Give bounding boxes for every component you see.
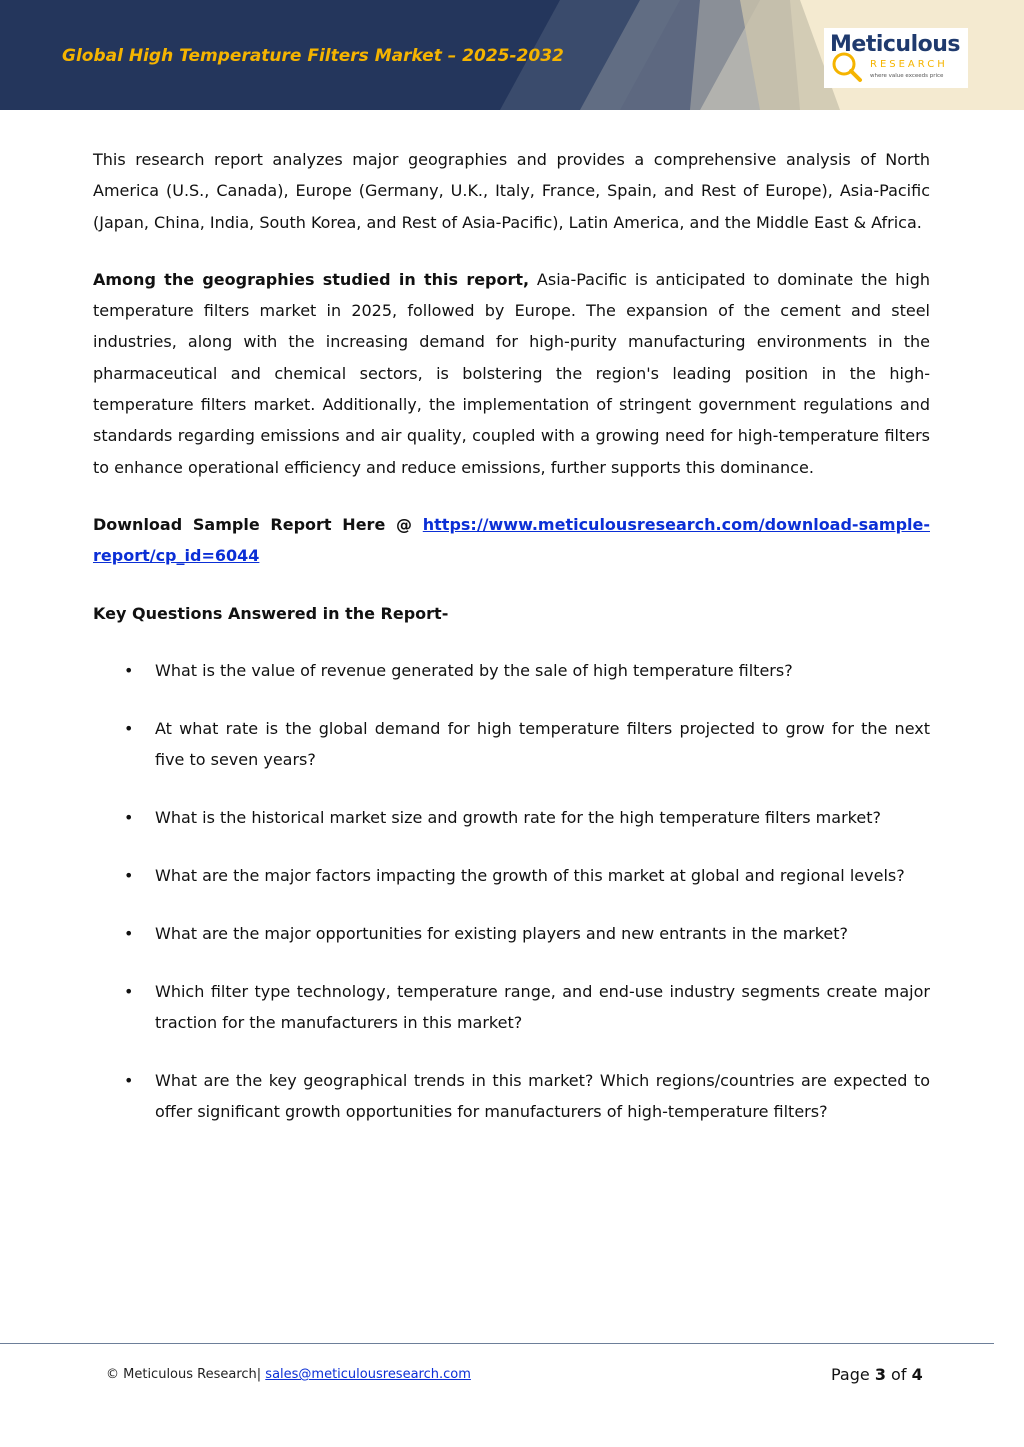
bullet-icon: • [124,660,134,680]
page-header [0,0,1024,110]
download-sample-line [93,509,930,572]
page-number: Page 3 of 4 [831,1365,923,1384]
list-item: • At what rate is the global demand for high temperature filters projected to grow for the next five to seven years? [93,713,930,776]
list-item: • What is the historical market size and growth rate for the high temperature filters market? [93,802,930,833]
list-item: • What are the key geographical trends in this market? Which regions/countries are expected to offer significant growth opportunities for manufacturers of high-temperature filters? [93,1065,930,1128]
paragraph-text: Asia-Pacific is anticipated to dominate the high temperature filters market in 2025, followed by Europe. The expansion of the cement and steel industries, along with the increasing demand for high-purity manufacturing environments in the pharmaceutical and chemical sectors, is bolstering the region's leading position in the high-temperature filters market. Additionally, the implementation of stringent government regulations and standards regarding emissions and air quality, coupled with a growing need for high-temperature filters to enhance operational efficiency and reduce emissions, further supports this dominance. [93,269,931,477]
key-questions-heading: Key Questions Answered in the Report- [93,603,449,623]
list-item: • What are the major factors impacting the growth of this market at global and regional levels? [93,860,930,891]
download-label: Download Sample Report Here @ [93,514,423,534]
logo-wordmark: Meticulous [830,32,960,57]
footer-copyright: © Meticulous Research| sales@meticulousresearch.com [106,1367,471,1382]
geography-paragraph: This research report analyzes major geographies and provides a comprehensive analysis of North America (U.S., Canada), Europe (Germany, U.K., Italy, France, Spain, and Rest of Europe), Asia-Pacific (Japan, China, India, South Korea, and Rest of Asia-Pacific), Latin America, and the Middle East & Africa. [93,150,930,232]
download-sample-link[interactable]: https://www.meticulousresearch.com/download-sample-report/cp_id=6044 [93,514,930,566]
logo-subtitle: RESEARCH [870,59,948,70]
bullet-icon: • [124,981,134,1001]
document-title: Global High Temperature Filters Market – 2025-2032 [62,46,564,66]
bullet-icon: • [124,718,134,738]
bullet-icon: • [124,807,134,827]
meticulous-research-logo [824,28,968,88]
current-page: 3 [874,1365,886,1384]
list-item: • What is the value of revenue generated by the sale of high temperature filters? [93,655,930,686]
bullet-icon: • [124,923,134,943]
list-item: • Which filter type technology, temperature range, and end-use industry segments create major traction for the manufacturers in this market? [93,976,930,1039]
asia-pacific-paragraph [93,264,930,483]
paragraph-lead-bold: Among the geographies studied in this report, [93,269,530,289]
key-questions-list [93,655,930,1128]
logo-tagline: where value exceeds price [870,73,944,79]
total-pages: 4 [911,1365,923,1384]
footer-divider [0,1343,994,1344]
bullet-icon: • [124,865,134,885]
bullet-icon: • [124,1070,134,1090]
footer-email-link[interactable]: sales@meticulousresearch.com [265,1367,471,1382]
document-body [93,144,930,1154]
list-item: • What are the major opportunities for existing players and new entrants in the market? [93,918,930,949]
